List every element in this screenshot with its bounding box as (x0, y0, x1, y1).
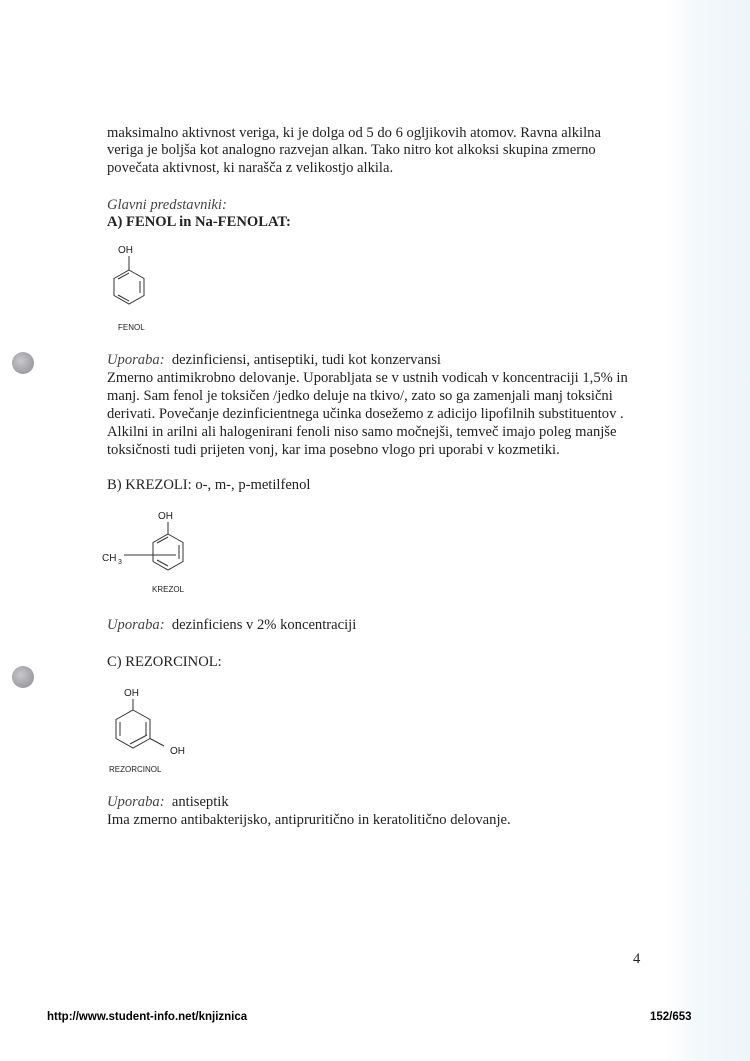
body-line: Alkilni in arilni ali halogenirani fenoli niso samo močnejši, temveč imajo poleg manjše (107, 424, 617, 440)
structure-label: REZORCINOL (109, 765, 162, 774)
punch-hole (12, 352, 34, 374)
intro-line: veriga je boljša kot analogno razvejan alkan. Tako nitro kot alkoksi skupina zmerno (107, 142, 596, 158)
section-title: Glavni predstavniki: (107, 197, 227, 213)
body-line: Ima zmerno antibakterijsko, antipruritično in keratolitično delovanje. (107, 812, 511, 828)
svg-text:OH: OH (124, 688, 139, 699)
footer-page-count: 152/653 (650, 1011, 692, 1023)
krezol-structure (100, 505, 220, 585)
heading-fenol: A) FENOL in Na-FENOLAT: (107, 214, 291, 230)
svg-text:3: 3 (118, 559, 122, 566)
structure-label: FENOL (118, 323, 145, 332)
body-line: Zmerno antimikrobno delovanje. Uporabljata se v ustnih vodicah v koncentraciji 1,5% in (107, 370, 628, 386)
scan-edge (665, 0, 750, 1061)
footer-url[interactable]: http://www.student-info.net/knjiznica (47, 1011, 248, 1023)
svg-text:CH: CH (102, 553, 117, 564)
heading-krezoli: B) KREZOLI: o-, m-, p-metilfenol (107, 477, 311, 493)
fenol-structure (100, 240, 180, 330)
rezorcinol-structure (100, 682, 220, 762)
svg-text:OH: OH (170, 746, 185, 757)
intro-line: maksimalno aktivnost veriga, ki je dolga od 5 do 6 ogljikovih atomov. Ravna alkilna (107, 125, 601, 141)
body-line: toksičnosti tudi prijeten vonj, kar ima posebno vlogo pri uporabi v kozmetiki. (107, 442, 560, 458)
structure-label: KREZOL (152, 585, 185, 594)
body-line: derivati. Povečanje dezinficientnega učinka dosežemo z adicijo lipofilnih substituentov . (107, 406, 624, 422)
svg-text:OH: OH (118, 245, 133, 256)
usage-line: Uporaba: dezinficiensi, antiseptiki, tudi kot konzervansi (107, 352, 441, 368)
body-line: manj. Sam fenol je toksičen /jedko deluje na tkivo/, zato so ga zamenjali manj toksični (107, 388, 613, 404)
intro-line: povečata aktivnost, ki narašča z velikostjo alkila. (107, 160, 394, 176)
heading-rezorcinol: C) REZORCINOL: (107, 654, 222, 670)
page-number: 4 (633, 951, 641, 967)
svg-text:OH: OH (158, 511, 173, 522)
usage-line: Uporaba: dezinficiens v 2% koncentraciji (107, 617, 357, 633)
usage-line: Uporaba: antiseptik (107, 794, 229, 810)
punch-hole (12, 666, 34, 688)
